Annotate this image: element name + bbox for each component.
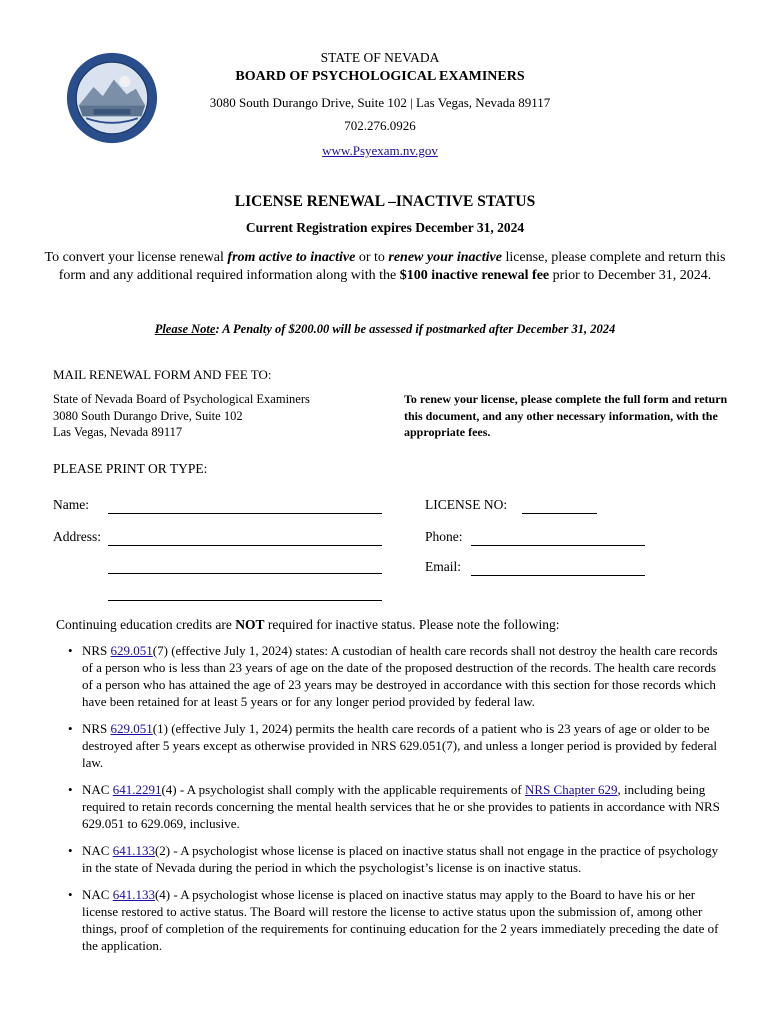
penalty-note: Please Note: A Penalty of $200.00 will be assessed if postmarked after December 31, 2024: [154, 322, 616, 336]
nrs-chapter-link[interactable]: NRS Chapter 629: [525, 782, 618, 797]
renew-instructions: To renew your license, please complete the full form and return this document, and any other necessary information, with the appropriate fees.: [404, 392, 728, 439]
phone-label: Phone:: [425, 529, 463, 544]
print-heading: PLEASE PRINT OR TYPE:: [53, 461, 208, 476]
nrs-link[interactable]: 629.051: [110, 721, 153, 736]
header-website-wrap: [160, 143, 600, 159]
registration-expiry: Current Registration expires December 31, 2024: [245, 220, 525, 235]
nac-link[interactable]: 641.2291: [112, 782, 162, 797]
name-label: Name:: [53, 497, 89, 512]
header-address: 3080 South Durango Drive, Suite 102 | Las Vegas, Nevada 89117: [209, 95, 551, 110]
email-label: Email:: [425, 559, 461, 574]
email-field[interactable]: [471, 575, 645, 576]
nevada-state-seal: [66, 52, 158, 144]
intro-paragraph: To convert your license renewal from active to inactive or to renew your inactive license, please complete and return this form and any additional required information along with the $100 inactive renewal fee prior to December 31, 2024.: [44, 250, 726, 283]
nac-link[interactable]: 641.133: [112, 843, 155, 858]
list-item: • NRS 629.051(1) (effective July 1, 2024) permits the health care records of a patient who is 23 years of age or older to be destroyed after 5 years except as otherwise provided in NRS 629.051(7), and unless a longer period is provided by federal law.: [68, 720, 728, 771]
list-item: • NAC 641.133(4) - A psychologist whose license is placed on inactive status may apply to the Board to have his or her license restored to active status. The Board will restore the license to active status upon the submission of, among other things, proof of completion of the requirements for continuing education for the 2 years immediately preceding the date of the application.: [68, 886, 728, 954]
header-state: STATE OF NEVADA: [320, 50, 440, 65]
license-no-label: LICENSE NO:: [425, 497, 508, 512]
form-title: LICENSE RENEWAL –INACTIVE STATUS: [234, 193, 536, 210]
license-no-field[interactable]: [522, 513, 597, 514]
header-board-name: BOARD OF PSYCHOLOGICAL EXAMINERS: [235, 69, 525, 84]
address-field-line2[interactable]: [108, 573, 382, 574]
address-field-line3[interactable]: [108, 600, 382, 601]
mail-address: State of Nevada Board of Psychological Examiners 3080 South Durango Drive, Suite 102 Las Vegas, Nevada 89117: [53, 392, 310, 439]
mail-heading: MAIL RENEWAL FORM AND FEE TO:: [53, 367, 272, 382]
list-item: • NRS 629.051(7) (effective July 1, 2024) states: A custodian of health care records shall not destroy the health care records of a person who is less than 23 years of age on the date of the proposed destruction of the records. The health care records of a person who has attained the age of 23 years may be destroyed in accordance with this section for those records which have been retained for at least 5 years or for any longer period provided by federal law.: [68, 642, 728, 710]
regulation-list: [68, 642, 728, 964]
list-item: • NAC 641.2291(4) - A psychologist shall comply with the applicable requirements of NRS Chapter 629, including being required to retain records concerning the mental health services that he or she provides to patients in accordance with NRS 629.051 to 629.069, inclusive.: [68, 781, 728, 832]
address-label: Address:: [53, 529, 101, 544]
nac-link[interactable]: 641.133: [112, 887, 155, 902]
phone-field[interactable]: [471, 545, 645, 546]
address-field-line1[interactable]: [108, 545, 382, 546]
name-field[interactable]: [108, 513, 382, 514]
header-phone: 702.276.0926: [344, 118, 416, 133]
list-item: • NAC 641.133(2) - A psychologist whose license is placed on inactive status shall not engage in the practice of psychology in the state of Nevada during the period in which the psychologist’s license is on inactive status.: [68, 842, 728, 876]
header-website-link[interactable]: www.Psyexam.nv.gov: [322, 143, 438, 158]
nrs-link[interactable]: 629.051: [110, 643, 153, 658]
continuing-education-note: Continuing education credits are NOT required for inactive status. Please note the following:: [56, 617, 560, 632]
